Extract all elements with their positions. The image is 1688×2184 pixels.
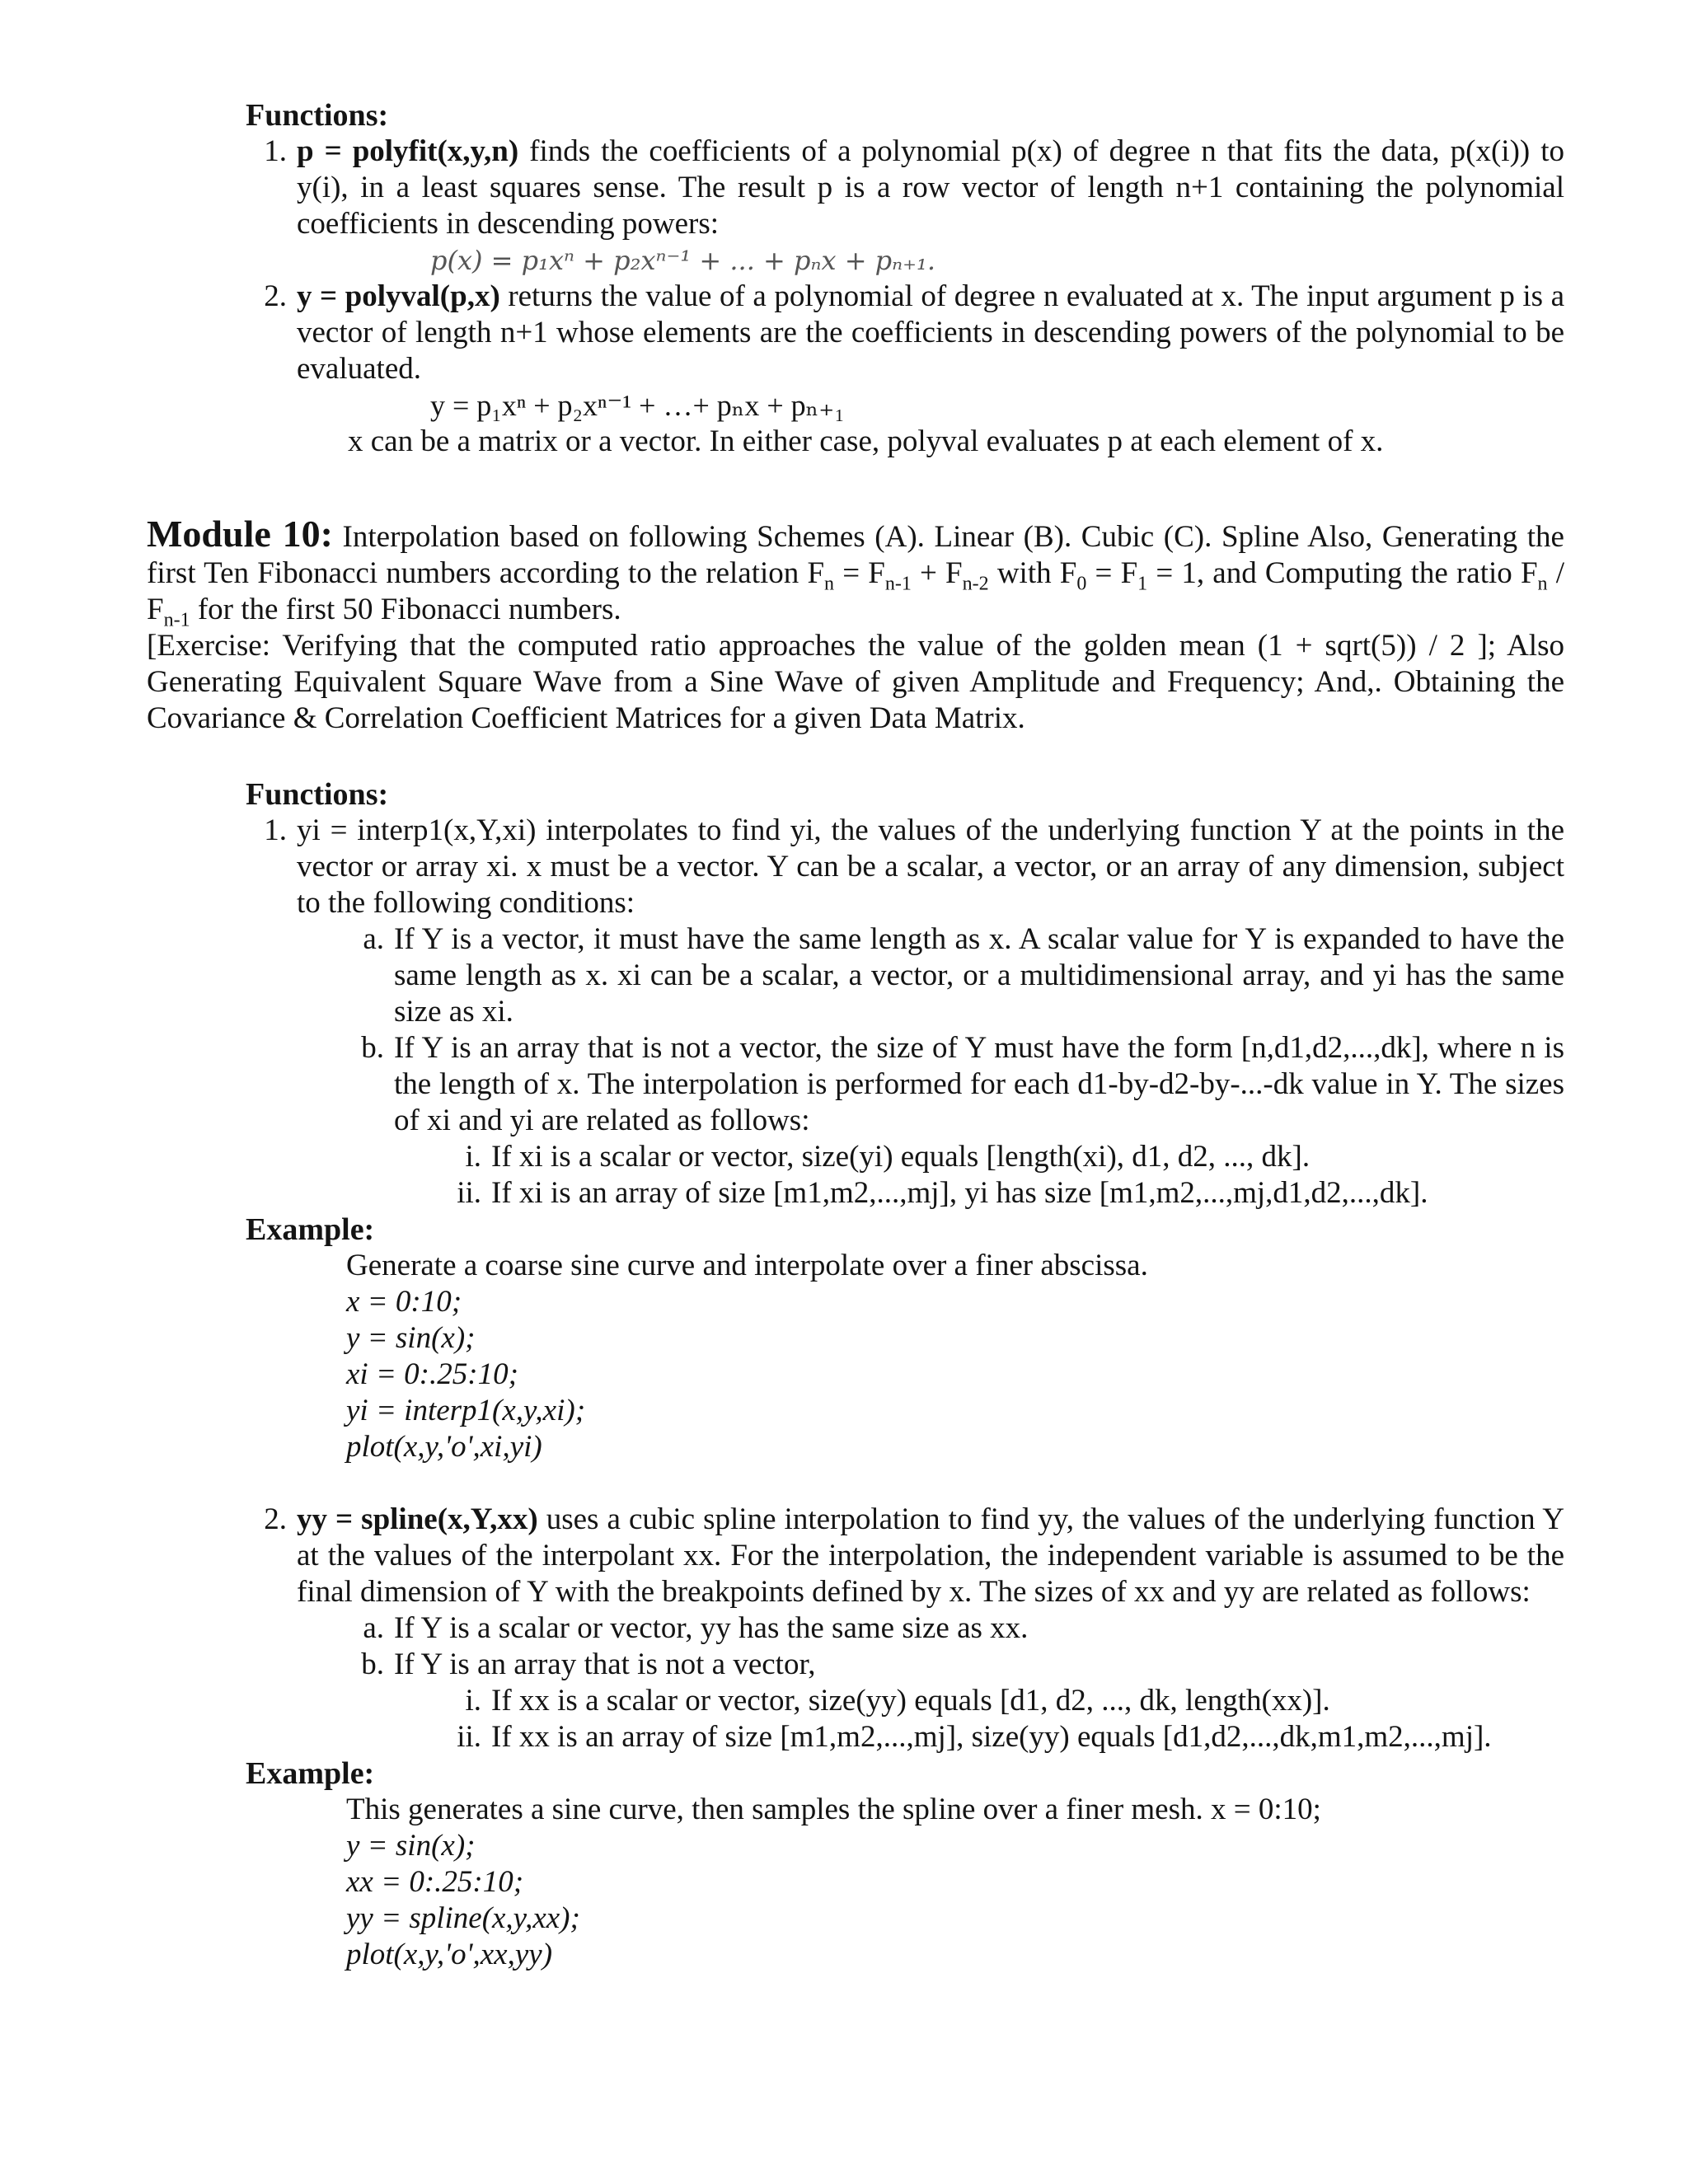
item-number: 2.	[264, 279, 287, 313]
function-list-1	[264, 134, 1565, 460]
example-1-body	[346, 1248, 1564, 1465]
module-title: Module 10:	[147, 513, 333, 555]
code-line: y = sin(x);	[346, 1321, 476, 1355]
polyfit-equation: p(x) = p₁xⁿ + p₂xⁿ⁻¹ + ... + pₙx + pₙ₊₁.	[430, 245, 936, 276]
subsublist-item-i: i. If xi is a scalar or vector, size(yi) equals [length(xi), d1, d2, ..., dk].	[465, 1140, 1311, 1174]
code-line: yi = interp1(x,y,xi);	[346, 1394, 586, 1427]
function-name-polyval: y = polyval(p,x)	[297, 279, 500, 313]
section-2	[246, 776, 1564, 1973]
sublist-spline	[361, 1610, 1564, 1755]
item-number: 2.	[264, 1502, 287, 1536]
sublist-item-b: b. If Y is an array that is not a vector, the size of Y must have the form [n,d1,d2,...,dk], where n is the length of x. The interpolation is performed for each d1-by-d2-by-...-dk value in Y. The sizes of xi and yi are related as follows: i. If xi is a scalar or vector, size(yi) equals [length(xi), d1, d2, ..., dk]. ii. If xi is an array of size [m1,m2,...,mj], yi has size [m1,m2,...,mj,d1,d2,...,dk].	[361, 1031, 1564, 1210]
sublist-item-a: a. If Y is a scalar or vector, yy has the same size as xx.	[363, 1611, 1029, 1645]
module-exercise: [Exercise: Verifying that the computed ratio approaches the value of the golden mean (1 + sqrt(5)) / 2 ]; Also Generating Equivalent Square Wave from a Sine Wave of given Amplitude and Frequency; And,. Obtaining the Covariance & Correlation Coefficient Matrices for a given Data Matrix.	[147, 629, 1564, 735]
polyval-equation: y = p₁xⁿ + p₂xⁿ⁻¹ + …+ pₙx + pₙ₊₁	[430, 389, 845, 422]
sublist-interp1	[361, 921, 1564, 1212]
polyval-note: x can be a matrix or a vector. In either case, polyval evaluates p at each element of x.	[348, 424, 1384, 458]
function-name-polyfit: p = polyfit(x,y,n)	[297, 134, 519, 168]
list-item-polyval	[264, 279, 1564, 460]
item-number: 1.	[264, 813, 287, 847]
section-1	[246, 97, 1564, 460]
function-name-spline: yy = spline(x,Y,xx)	[297, 1502, 538, 1536]
code-line: yy = spline(x,y,xx);	[346, 1901, 580, 1935]
function-desc-spline: uses a cubic spline interpolation to find yy, the values of the underlying function Y at the values of the interpolant xx. For the interpolation, the independent variable is assumed to be the final dimension of Y with the breakpoints defined by x. The sizes of xx and yy are related as follows:	[297, 1502, 1564, 1609]
example-heading-1: Example:	[246, 1212, 375, 1247]
function-list-3	[264, 1502, 1564, 1755]
subsublist-item-ii: ii. If xx is an array of size [m1,m2,...,mj], size(yy) equals [d1,d2,...,dk,m1,m2,...,mj].	[457, 1720, 1492, 1754]
function-list-2	[264, 813, 1564, 1212]
module-10	[147, 513, 1564, 737]
function-desc-interp1: yi = interp1(x,Y,xi) interpolates to find yi, the values of the underlying function Y at the points in the vector or array xi. x must be a vector. Y can be a scalar, a vector, or an array of any dimension, subject to the following conditions:	[297, 813, 1564, 920]
list-item-interp1	[264, 813, 1564, 1212]
code-line: plot(x,y,'o',xi,yi)	[346, 1430, 542, 1464]
example-2-body	[346, 1792, 1564, 1973]
list-item-spline	[264, 1502, 1564, 1755]
example-heading-2: Example:	[246, 1756, 375, 1791]
subsublist-spline	[457, 1683, 1564, 1755]
code-line: xi = 0:.25:10;	[346, 1357, 518, 1391]
functions-heading-2: Functions:	[246, 777, 389, 812]
subsublist-item-ii: ii. If xi is an array of size [m1,m2,...,mj], yi has size [m1,m2,...,mj,d1,d2,...,dk].	[457, 1176, 1428, 1210]
code-line: x = 0:10;	[346, 1285, 462, 1319]
subsublist-item-i: i. If xx is a scalar or vector, size(yy) equals [d1, d2, ..., dk, length(xx)].	[465, 1684, 1330, 1718]
code-line: plot(x,y,'o',xx,yy)	[346, 1938, 553, 1971]
sublist-item-b: b. If Y is an array that is not a vector, i. If xx is a scalar or vector, size(yy) equals [d1, d2, ..., dk, length(xx)]. ii. If xx is an array of size [m1,m2,...,mj], size(yy) equals [d1,d2,...,dk,m1,m2,...,mj].	[394, 1647, 1564, 1755]
item-number: 1.	[264, 134, 287, 168]
example-2-desc: This generates a sine curve, then samples the spline over a finer mesh. x = 0:10;	[346, 1793, 1321, 1826]
code-line: y = sin(x);	[346, 1829, 476, 1863]
sublist-item-a: a. If Y is a vector, it must have the same length as x. A scalar value for Y is expanded to have the same length as x. xi can be a scalar, a vector, or a multidimensional array, and yi has the same size as xi.	[363, 922, 1564, 1029]
code-line: xx = 0:.25:10;	[346, 1865, 524, 1899]
functions-heading-1: Functions:	[246, 98, 389, 133]
list-item-polyfit	[264, 134, 1565, 279]
function-desc-polyval: returns the value of a polynomial of degree n evaluated at x. The input argument p is a vector of length n+1 whose elements are the coefficients in descending powers of the polynomial to be evaluated.	[297, 279, 1564, 386]
example-1-desc: Generate a coarse sine curve and interpolate over a finer abscissa.	[346, 1249, 1148, 1282]
subsublist-interp1	[457, 1139, 1564, 1212]
module-description: Module 10: Interpolation based on following Schemes (A). Linear (B). Cubic (C). Spline Also, Generating the first Ten Fibonacci numbers according to the relation $F_n = F_{n-1} + F_{n-2}$ with $F_0 = F_1 = 1$, and Computing the ratio $F_n / F_{n-1}$ for the first 50 Fibonacci numbers.	[147, 513, 1564, 631]
function-desc-polyfit: finds the coefficients of a polynomial p(x) of degree n that fits the data, p(x(i)) to y(i), in a least squares sense. The result p is a row vector of length n+1 containing the polynomial coefficients in descending powers:	[297, 134, 1565, 241]
